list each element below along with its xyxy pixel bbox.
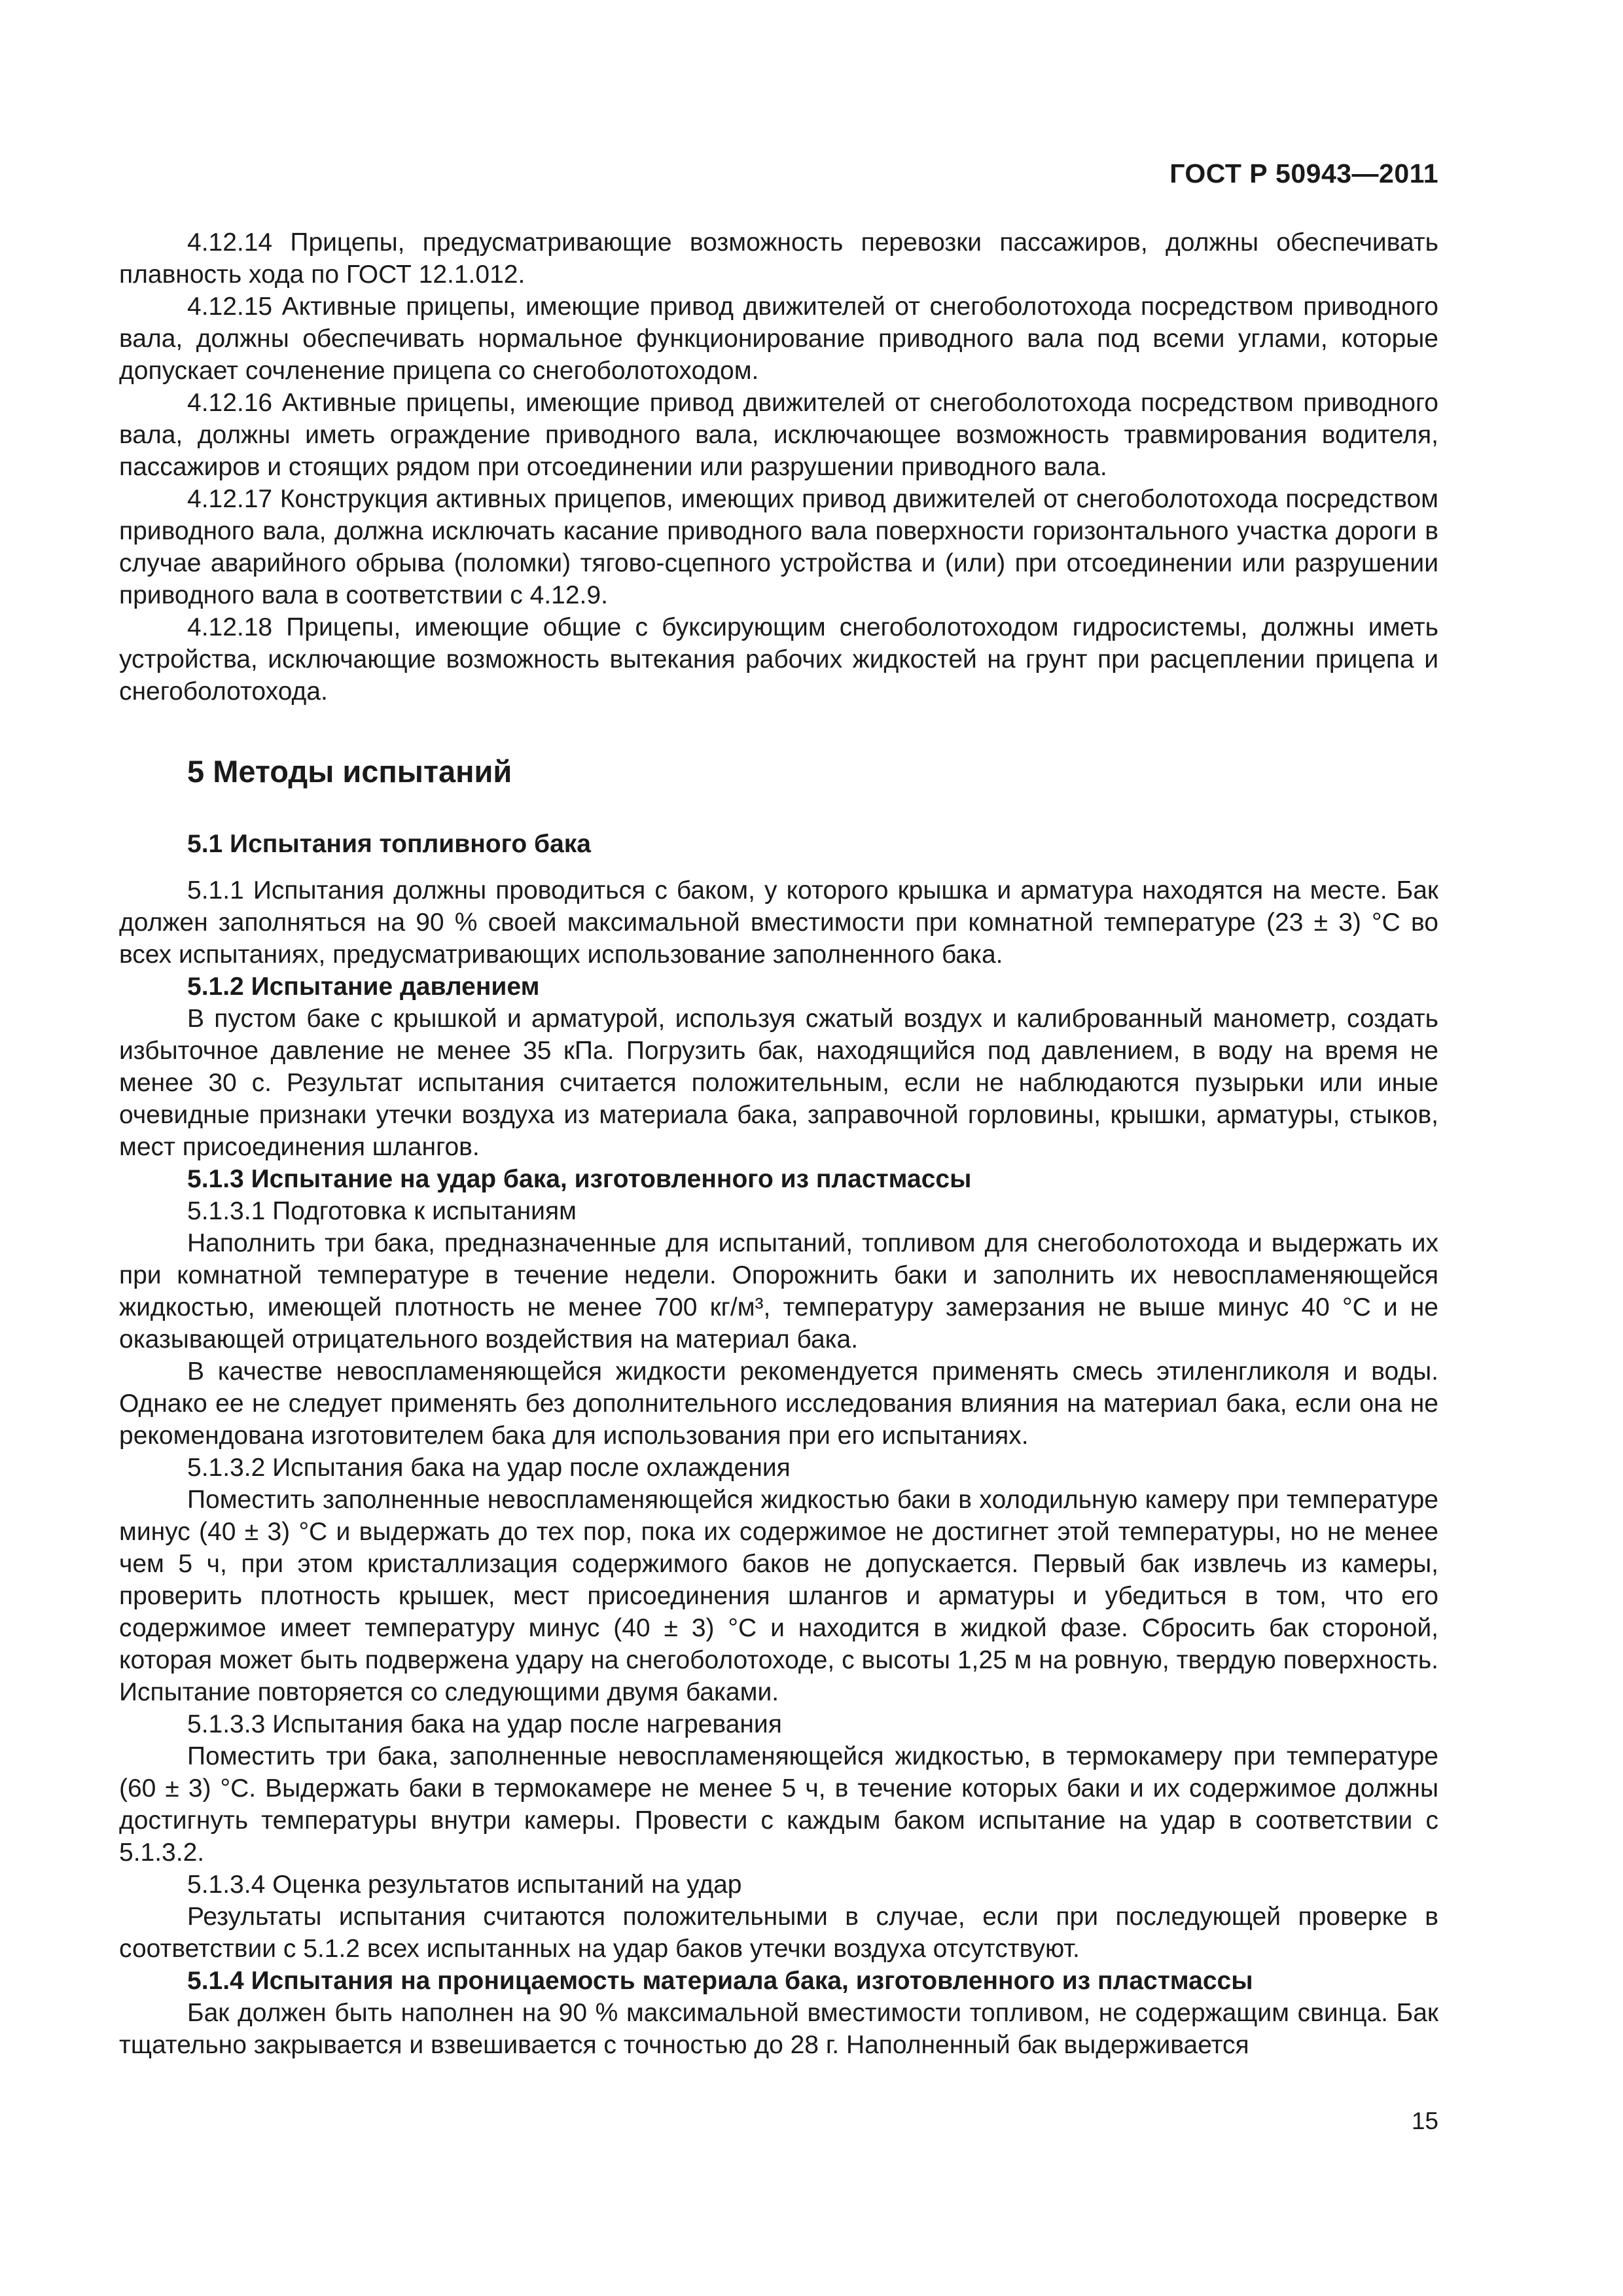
paragraph-4-12-15: 4.12.15 Активные прицепы, имеющие привод движителей от снегоболотохода посредством приводного вала, должны обеспечивать нормальное функционирование приводного вала под всеми углами, которые допускает сочленение прицепа со снегоболотоходом. — [119, 293, 1438, 385]
heading-5-1-2: 5.1.2 Испытание давлением — [187, 973, 540, 1001]
paragraph-5-1-1: 5.1.1 Испытания должны проводиться с баком, у которого крышка и арматура находятся на месте. Бак должен заполняться на 90 % своей максимальной вместимости при комнатной температуре (23 ± 3) °С во всех испытаниях, предусматривающих использование заполненного бака. — [119, 876, 1438, 969]
document-body — [119, 226, 1438, 2061]
heading-5-1-3-3: 5.1.3.3 Испытания бака на удар после нагревания — [187, 1710, 782, 1738]
section-heading-5: 5 Методы испытаний — [187, 754, 512, 789]
paragraph-5-1-2-body: В пустом баке с крышкой и арматурой, используя сжатый воздух и калиброванный манометр, создать избыточное давление не менее 35 кПа. Погрузить бак, находящийся под давлением, в воду на время не менее 30 с. Результат испытания считается положительным, если не наблюдаются пузырьки или иные очевидные признаки утечки воздуха из материала бака, заправочной горловины, крышки, арматуры, стыков, мест присоединения шлангов. — [119, 1005, 1438, 1161]
heading-5-1-4: 5.1.4 Испытания на проницаемость материала бака, изготовленного из пластмассы — [187, 1967, 1253, 1995]
document-code: ГОСТ Р 50943—2011 — [1169, 158, 1438, 188]
paragraph-5-1-3-1-body: Наполнить три бака, предназначенные для испытаний, топливом для снегоболотохода и выдержать их при комнатной температуре в течение недели. Опорожнить баки и заполнить их невоспламеняющейся жидкостью, имеющей плотность не менее 700 кг/м³, температуру замерзания не выше минус 40 °С и не оказывающей отрицательного воздействия на материал бака. — [119, 1229, 1438, 1354]
heading-5-1-3-4: 5.1.3.4 Оценка результатов испытаний на удар — [187, 1871, 742, 1899]
subsection-heading-5-1: 5.1 Испытания топливного бака — [187, 830, 591, 858]
heading-5-1-3-1: 5.1.3.1 Подготовка к испытаниям — [187, 1197, 577, 1225]
heading-5-1-3: 5.1.3 Испытание на удар бака, изготовленного из пластмассы — [187, 1165, 972, 1193]
paragraph-4-12-14: 4.12.14 Прицепы, предусматривающие возможность перевозки пассажиров, должны обеспечивать плавность хода по ГОСТ 12.1.012. — [119, 228, 1438, 289]
heading-5-1-3-2: 5.1.3.2 Испытания бака на удар после охлаждения — [187, 1454, 791, 1482]
paragraph-5-1-3-2-body: Поместить заполненные невоспламеняющейся жидкостью баки в холодильную камеру при температуре минус (40 ± 3) °С и выдержать до тех пор, пока их содержимое не достигнет этой температуры, но не менее чем 5 ч, при этом кристаллизация содержимого баков не допускается. Первый бак извлечь из камеры, проверить плотность крышек, мест присоединения шлангов и арматуры и убедиться в том, что его содержимое имеет температуру минус (40 ± 3) °С и находится в жидкой фазе. Сбросить бак стороной, которая может быть подвержена удару на снегоболотоходе, с высоты 1,25 м на ровную, твердую поверхность. Испытание повторяется со следующими двумя баками. — [119, 1486, 1438, 1706]
paragraph-4-12-16: 4.12.16 Активные прицепы, имеющие привод движителей от снегоболотохода посредством приводного вала, должны иметь ограждение приводного вала, исключающее возможность травмирования водителя, пассажиров и стоящих рядом при отсоединении или разрушении приводного вала. — [119, 389, 1438, 481]
paragraph-5-1-4-body: Бак должен быть наполнен на 90 % максимальной вместимости топливом, не содержащим свинца. Бак тщательно закрывается и взвешивается с точностью до 28 г. Наполненный бак выдерживается — [119, 1999, 1438, 2059]
paragraph-5-1-3-3-body: Поместить три бака, заполненные невоспламеняющейся жидкостью, в термокамеру при температуре (60 ± 3) °С. Выдержать баки в термокамере не менее 5 ч, в течение которых баки и их содержимое должны достигнуть температуры внутри камеры. Провести с каждым баком испытание на удар в соответствии с 5.1.3.2. — [119, 1742, 1438, 1867]
paragraph-5-1-3-1-note: В качестве невоспламеняющейся жидкости рекомендуется применять смесь этиленгликоля и воды. Однако ее не следует применять без дополнительного исследования влияния на материал бака, если она не рекомендована изготовителем бака для использования при его испытаниях. — [119, 1357, 1438, 1450]
page-number: 15 — [1411, 2108, 1438, 2134]
paragraph-4-12-17: 4.12.17 Конструкция активных прицепов, имеющих привод движителей от снегоболотохода посредством приводного вала, должна исключать касание приводного вала поверхности горизонтального участка дороги в случае аварийного обрыва (поломки) тягово-сцепного устройства и (или) при отсоединении или разрушении приводного вала в соответствии с 4.12.9. — [119, 485, 1438, 609]
paragraph-5-1-3-4-body: Результаты испытания считаются положительными в случае, если при последующей проверке в соответствии с 5.1.2 всех испытанных на удар баков утечки воздуха отсутствуют. — [119, 1903, 1438, 1963]
paragraph-4-12-18: 4.12.18 Прицепы, имеющие общие с буксирующим снегоболотоходом гидросистемы, должны иметь устройства, исключающие возможность вытекания рабочих жидкостей на грунт при расцеплении прицепа и снегоболотохода. — [119, 613, 1438, 706]
